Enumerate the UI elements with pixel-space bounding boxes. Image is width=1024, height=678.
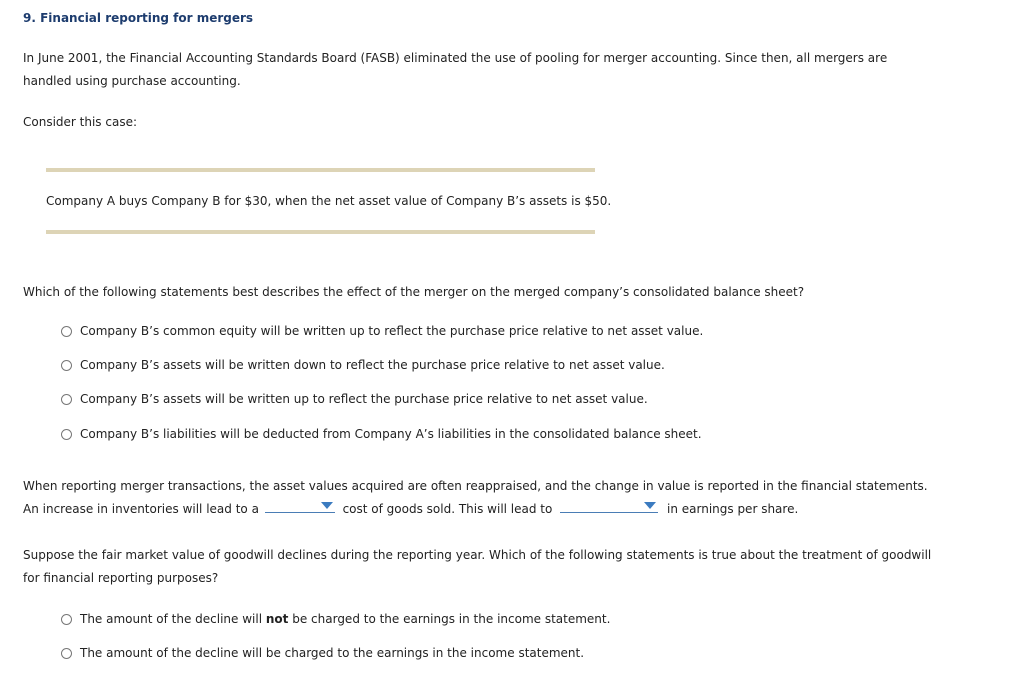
intro-paragraph	[23, 47, 887, 93]
q1-option-2[interactable]	[61, 358, 665, 372]
radio-button[interactable]	[61, 614, 72, 625]
case-top-divider	[46, 168, 595, 172]
radio-button[interactable]	[61, 429, 72, 440]
q2-part-a: An increase in inventories will lead to a	[23, 502, 259, 516]
q1-option-1[interactable]	[61, 324, 703, 338]
q1-option-3[interactable]	[61, 392, 648, 406]
radio-button[interactable]	[61, 394, 72, 405]
intro-line-1: In June 2001, the Financial Accounting Standards Board (FASB) eliminated the use of pooling for merger accounting. Since then, all mergers are	[23, 51, 888, 65]
dropdown-2[interactable]	[560, 498, 658, 513]
question-2-line-2	[23, 498, 928, 521]
q3-option-1-pre: The amount of the decline will	[80, 612, 263, 626]
q3-option-2[interactable]	[61, 646, 584, 660]
case-text: Company A buys Company B for $30, when the net asset value of Company B’s assets is $50.	[46, 194, 612, 208]
q1-option-2-label: Company B’s assets will be written down to reflect the purchase price relative to net asset value.	[80, 358, 665, 372]
intro-line-2: handled using purchase accounting.	[23, 74, 241, 88]
q3-option-1[interactable]	[61, 612, 610, 626]
question-1-prompt: Which of the following statements best describes the effect of the merger on the merged company’s consolidated balance sheet?	[23, 285, 805, 299]
q1-option-4-label: Company B’s liabilities will be deducted from Company A’s liabilities in the consolidated balance sheet.	[80, 427, 702, 441]
chevron-down-icon[interactable]	[321, 502, 333, 509]
radio-button[interactable]	[61, 360, 72, 371]
question-3-line-2: for financial reporting purposes?	[23, 571, 219, 585]
q1-option-1-label: Company B’s common equity will be written up to reflect the purchase price relative to net asset value.	[80, 324, 704, 338]
consider-label: Consider this case:	[23, 115, 137, 129]
chevron-down-icon[interactable]	[644, 502, 656, 509]
q2-part-c: in earnings per share.	[667, 502, 799, 516]
question-3-line-1: Suppose the fair market value of goodwill declines during the reporting year. Which of the following statements is true about the treatment of goodwill	[23, 548, 932, 562]
q3-option-1-post: be charged to the earnings in the income statement.	[292, 612, 611, 626]
dropdown-1[interactable]	[265, 498, 335, 513]
radio-button[interactable]	[61, 648, 72, 659]
page-title: 9. Financial reporting for mergers	[23, 11, 254, 25]
q3-option-1-bold: not	[265, 612, 289, 626]
q1-option-3-label: Company B’s assets will be written up to reflect the purchase price relative to net asset value.	[80, 392, 648, 406]
radio-button[interactable]	[61, 326, 72, 337]
case-bottom-divider	[46, 230, 595, 234]
q2-part-b: cost of goods sold. This will lead to	[342, 502, 553, 516]
question-3	[23, 544, 931, 590]
question-2-line-1: When reporting merger transactions, the asset values acquired are often reappraised, and the change in value is reported in the financial statements.	[23, 479, 928, 493]
q1-option-4[interactable]	[61, 427, 702, 441]
q3-option-2-label: The amount of the decline will be charged to the earnings in the income statement.	[80, 646, 585, 660]
q3-option-1-label	[80, 612, 610, 626]
question-2	[23, 475, 928, 521]
